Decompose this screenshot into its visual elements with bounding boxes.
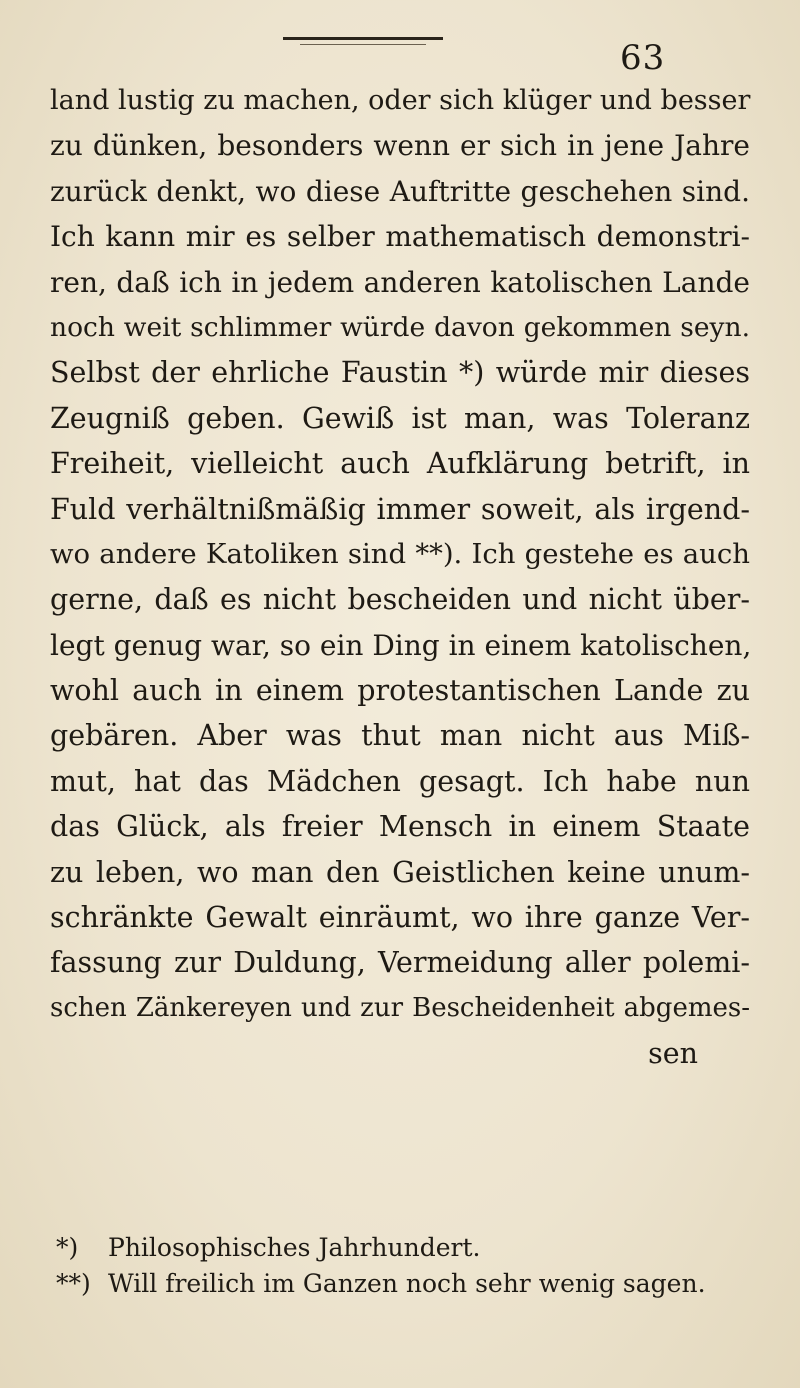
text-line: noch weit schlimmer würde davon gekommen seyn. <box>50 311 750 343</box>
footnote <box>56 1230 746 1266</box>
text-line: mut, hat das Mädchen gesagt. Ich habe nun <box>50 764 750 798</box>
text-line: gerne, daß es nicht bescheiden und nicht über- <box>50 583 750 617</box>
text-line: wo andere Katoliken sind **). Ich gestehe es auch <box>50 537 750 570</box>
text-line: fassung zur Duldung, Vermeidung aller polemi- <box>50 946 750 980</box>
footnote-mark: *) <box>56 1233 79 1262</box>
text-line: ren, daß ich in jedem anderen katolischen Lande <box>50 265 750 299</box>
text-line: Freiheit, vielleicht auch Aufklärung betrift, in <box>50 447 750 481</box>
body-text <box>50 78 750 1077</box>
text-line: wohl auch in einem protestantischen Lande zu <box>50 674 750 708</box>
text-line: das Glück, als freier Mensch in einem Staate <box>50 810 750 844</box>
text-line: schen Zänkereyen und zur Bescheidenheit abgemes- <box>50 992 750 1023</box>
header-rule-thin <box>300 44 426 45</box>
footnote-text: Will freilich im Ganzen noch sehr wenig sagen. <box>108 1269 706 1298</box>
text-line: zu leben, wo man den Geistlichen keine unum- <box>50 855 750 889</box>
text-line: legt genug war, so ein Ding in einem katolischen, <box>50 628 752 662</box>
text-line: zu dünken, besonders wenn er sich in jene Jahre <box>50 129 750 163</box>
page-number: 63 <box>620 38 666 78</box>
footnote-text: Philosophisches Jahrhundert. <box>108 1233 481 1262</box>
text-line: gebären. Aber was thut man nicht aus Miß- <box>50 719 750 753</box>
text-line: Zeugniß geben. Gewiß ist man, was Toleranz <box>50 401 750 435</box>
footnotes <box>56 1230 746 1302</box>
header-rule <box>283 37 443 40</box>
text-line: Ich kann mir es selber mathematisch demonstri- <box>50 220 750 254</box>
footnote <box>56 1266 746 1302</box>
footnote-mark: **) <box>56 1269 91 1298</box>
text-line: land lustig zu machen, oder sich klüger und besser <box>50 85 751 116</box>
catchword: sen <box>648 1037 698 1071</box>
text-line: Fuld verhältnißmäßig immer soweit, als irgend- <box>50 492 750 526</box>
text-line: Selbst der ehrliche Faustin *) würde mir dieses <box>50 356 750 390</box>
text-line: schränkte Gewalt einräumt, wo ihre ganze Ver- <box>50 901 750 935</box>
text-line: zurück denkt, wo diese Auftritte geschehen sind. <box>50 174 750 208</box>
